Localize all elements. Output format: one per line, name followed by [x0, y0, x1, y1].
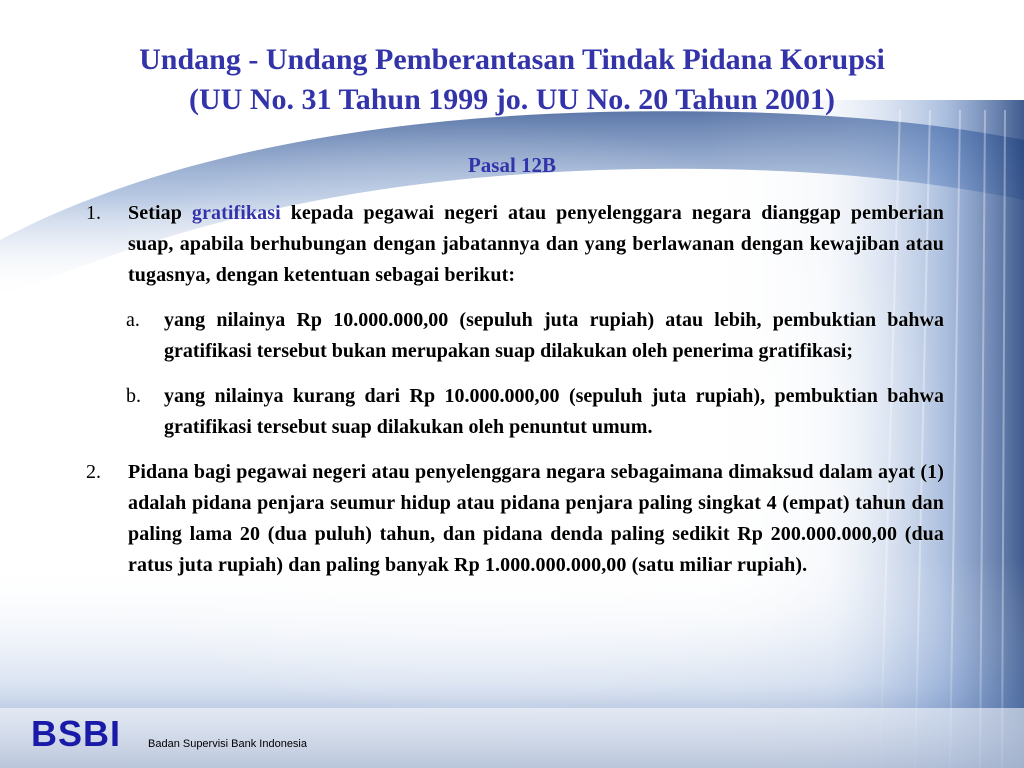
item-text-before: Setiap [128, 202, 192, 224]
item-text-after: kepada pegawai negeri atau penyelenggara negara dianggap pemberian suap, apabila berhubungan dengan jabatannya dan yang berlawanan dengan kewajiban atau tugasnya, dengan ketentuan sebagai berikut: [128, 202, 944, 286]
highlight-term: gratifikasi [191, 202, 281, 224]
item-text: Pidana bagi pegawai negeri atau penyelenggara negara sebagaimana dimaksud dalam ayat (1) adalah pidana penjara seumur hidup atau pidana penjara paling singkat 4 (empat) tahun dan paling lama 20 (dua puluh) tahun, dan pidana denda paling sedikit Rp 200.000.000,00 (dua ratus juta rupiah) dan paling banyak Rp 1.000.000.000,00 (satu miliar rupiah). [128, 461, 944, 576]
list-item-2 [84, 457, 944, 581]
title-line-2: (UU No. 31 Tahun 1999 jo. UU No. 20 Tahun 2001) [189, 83, 835, 116]
sub-item-text: yang nilainya Rp 10.000.000,00 (sepuluh juta rupiah) atau lebih, pembuktian bahwa gratifikasi tersebut bukan merupakan suap dilakukan oleh penerima gratifikasi; [164, 309, 944, 362]
title-line-1: Undang - Undang Pemberantasan Tindak Pidana Korupsi [139, 43, 885, 76]
sub-item-text: yang nilainya kurang dari Rp 10.000.000,00 (sepuluh juta rupiah), pembuktian bahwa gratifikasi tersebut suap dilakukan oleh penuntut umum. [164, 385, 944, 438]
item-number: 2. [86, 461, 101, 483]
item-number: 1. [86, 202, 101, 224]
sub-item-a [126, 305, 944, 367]
slide-title [40, 40, 984, 120]
sub-list [126, 305, 944, 443]
article-heading: Pasal 12B [467, 153, 557, 177]
sub-item-b [126, 381, 944, 443]
article-body [84, 198, 944, 581]
sub-item-letter: a. [126, 309, 140, 331]
bsbi-logo: BSBI [31, 713, 122, 754]
sub-item-letter: b. [126, 385, 141, 407]
item-text [128, 198, 944, 291]
organization-caption: Badan Supervisi Bank Indonesia [148, 738, 307, 750]
list-item-1 [84, 198, 944, 291]
